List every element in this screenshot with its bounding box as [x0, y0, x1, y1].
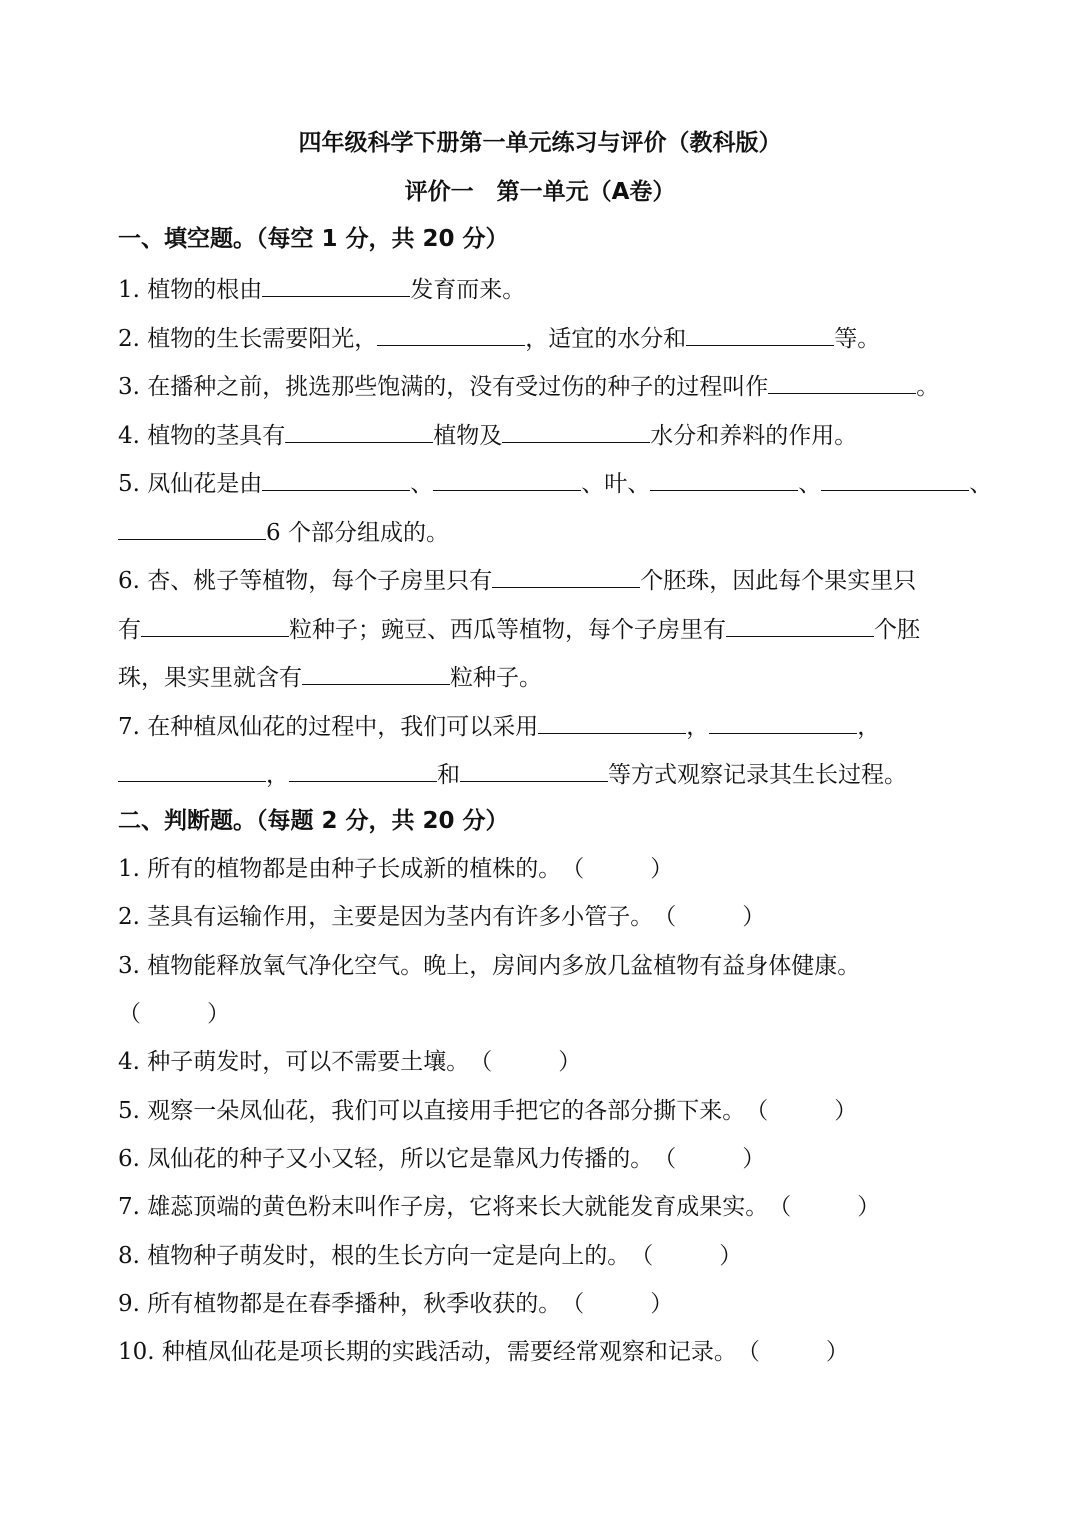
answer-paren[interactable]: （ ） — [561, 856, 674, 882]
answer-blank[interactable] — [289, 755, 437, 782]
judge-question-3-cont — [118, 997, 230, 1031]
answer-blank[interactable] — [709, 707, 857, 734]
answer-blank[interactable] — [686, 319, 834, 346]
judge-question-5: 5. 观察一朵凤仙花，我们可以直接用手把它的各部分撕下来。（ ） — [118, 1094, 857, 1128]
fill-question-6-cont2: 珠，果实里就含有 粒种子。 — [118, 658, 542, 692]
answer-paren[interactable]: （ ） — [736, 1339, 849, 1365]
answer-paren[interactable]: （ ） — [653, 904, 766, 930]
answer-blank[interactable] — [726, 610, 874, 637]
answer-paren[interactable]: （ ） — [118, 1001, 230, 1027]
answer-paren[interactable]: （ ） — [745, 1098, 858, 1124]
judge-question-7: 7. 雄蕊顶端的黄色粉末叫作子房，它将来长大就能发育成果实。（ ） — [118, 1190, 880, 1224]
fill-question-7: 7. 在种植凤仙花的过程中，我们可以采用 ， ， — [118, 707, 880, 741]
answer-blank[interactable] — [460, 755, 608, 782]
answer-blank[interactable] — [141, 610, 289, 637]
answer-blank[interactable] — [118, 513, 266, 540]
fill-question-1: 1. 植物的根由 发育而来。 — [118, 270, 525, 304]
judge-question-2: 2. 茎具有运输作用，主要是因为茎内有许多小管子。（ ） — [118, 900, 765, 934]
answer-paren[interactable]: （ ） — [561, 1291, 674, 1317]
answer-blank[interactable] — [650, 464, 798, 491]
answer-blank[interactable] — [285, 416, 433, 443]
section-2-heading: 二、判断题。（每题 2 分，共 20 分） — [118, 808, 509, 834]
page-subtitle: 评价一 第一单元（A卷） — [404, 179, 676, 205]
page-title: 四年级科学下册第一单元练习与评价（教科版） — [298, 130, 782, 156]
fill-question-6-cont: 有 粒种子；豌豆、西瓜等植物，每个子房里有 个胚 — [118, 610, 920, 644]
judge-question-3: 3. 植物能释放氧气净化空气。晚上，房间内多放几盆植物有益身体健康。 — [118, 953, 861, 979]
fill-question-5-cont: 6 个部分组成的。 — [118, 513, 449, 547]
judge-question-4: 4. 种子萌发时，可以不需要土壤。（ ） — [118, 1045, 581, 1079]
judge-question-1: 1. 所有的植物都是由种子长成新的植株的。（ ） — [118, 852, 673, 886]
answer-blank[interactable] — [821, 464, 969, 491]
answer-blank[interactable] — [538, 707, 686, 734]
answer-blank[interactable] — [502, 416, 650, 443]
answer-blank[interactable] — [262, 270, 410, 297]
judge-question-9: 9. 所有植物都是在春季播种，秋季收获的。（ ） — [118, 1287, 673, 1321]
judge-question-10: 10. 种植凤仙花是项长期的实践活动，需要经常观察和记录。（ ） — [118, 1335, 849, 1369]
answer-blank[interactable] — [118, 755, 266, 782]
fill-question-7-cont: ， 和 等方式观察记录其生长过程。 — [118, 755, 907, 789]
answer-blank[interactable] — [302, 658, 450, 685]
fill-question-2: 2. 植物的生长需要阳光， ，适宜的水分和 等。 — [118, 319, 880, 353]
answer-blank[interactable] — [492, 561, 640, 588]
fill-question-6: 6. 杏、桃子等植物，每个子房里只有 个胚珠，因此每个果实里只 — [118, 561, 916, 595]
judge-question-6: 6. 凤仙花的种子又小又轻，所以它是靠风力传播的。（ ） — [118, 1142, 765, 1176]
answer-blank[interactable] — [377, 319, 525, 346]
answer-paren[interactable]: （ ） — [469, 1049, 582, 1075]
fill-question-4: 4. 植物的茎具有 植物及 水分和养料的作用。 — [118, 416, 857, 450]
answer-paren[interactable]: （ ） — [653, 1146, 766, 1172]
answer-blank[interactable] — [433, 464, 581, 491]
fill-question-3: 3. 在播种之前，挑选那些饱满的，没有受过伤的种子的过程叫作 。 — [118, 367, 939, 401]
answer-blank[interactable] — [768, 367, 916, 394]
answer-blank[interactable] — [262, 464, 410, 491]
section-1-heading: 一、填空题。（每空 1 分，共 20 分） — [118, 226, 509, 252]
fill-question-5: 5. 凤仙花是由 、 、叶、 、 、 — [118, 464, 992, 498]
answer-paren[interactable]: （ ） — [768, 1194, 881, 1220]
judge-question-8: 8. 植物种子萌发时，根的生长方向一定是向上的。（ ） — [118, 1239, 742, 1273]
answer-paren[interactable]: （ ） — [630, 1243, 743, 1269]
